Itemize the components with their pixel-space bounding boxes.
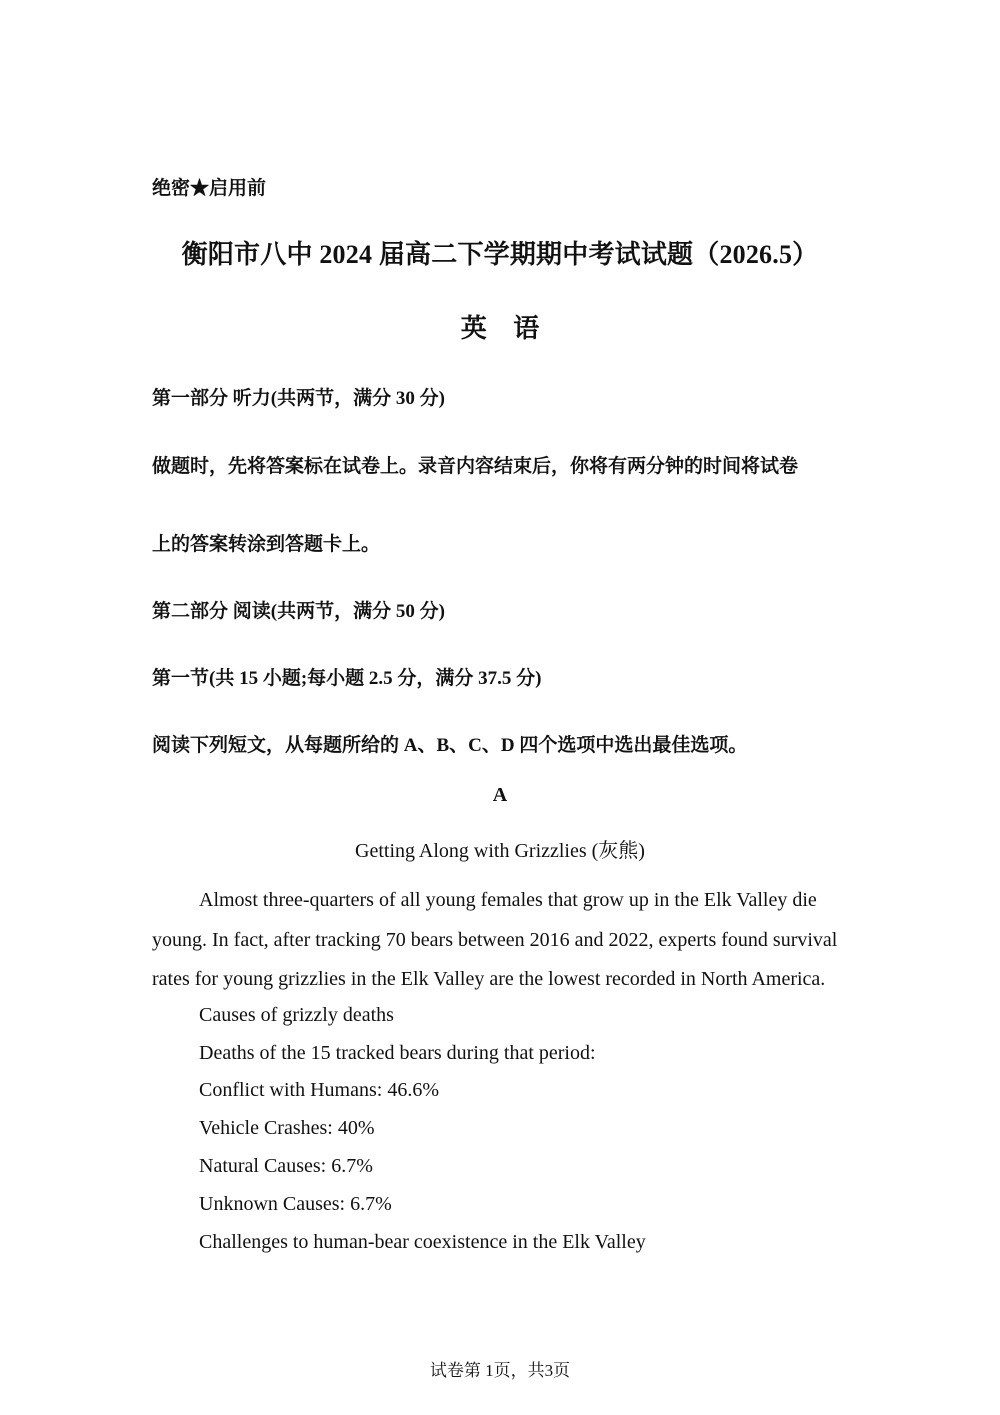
passage-stat-natural: Natural Causes: 6.7% (199, 1155, 373, 1177)
passage-stat-unknown: Unknown Causes: 6.7% (199, 1193, 392, 1215)
part1-heading: 第一部分 听力(共两节，满分 30 分) (152, 388, 445, 409)
passage-paragraph: Almost three-quarters of all young females that grow up in the Elk Valley die young. In fact, after tracking 70 bears between 2016 and 2022, experts found survival rates for young grizzlies in the Elk Valley are the lowest recorded in North America. (152, 889, 838, 990)
passage-title: Getting Along with Grizzlies (灰熊) (355, 840, 645, 862)
passage-stat-vehicle: Vehicle Crashes: 40% (199, 1117, 375, 1139)
part2-heading: 第二部分 阅读(共两节，满分 50 分) (152, 601, 445, 622)
passage-subheading-challenges: Challenges to human-bear coexistence in the Elk Valley (199, 1231, 646, 1253)
confidential-label: 绝密★启用前 (152, 178, 267, 199)
passage-stat-conflict: Conflict with Humans: 46.6% (199, 1079, 439, 1101)
passage-line-deaths-intro: Deaths of the 15 tracked bears during that period: (199, 1042, 596, 1064)
page-footer: 试卷第 1页，共3页 (429, 1361, 571, 1380)
subject-title: 英 语 (460, 314, 550, 343)
listening-note-line1: 做题时，先将答案标在试卷上。录音内容结束后，你将有两分钟的时间将试卷 (152, 456, 799, 477)
exam-title: 衡阳市八中 2024 届高二下学期期中考试试题（2026.5） (181, 240, 819, 269)
passage-subheading-causes: Causes of grizzly deaths (199, 1004, 394, 1026)
reading-instruction: 阅读下列短文，从每题所给的 A、B、C、D 四个选项中选出最佳选项。 (152, 735, 748, 756)
listening-note-line2: 上的答案转涂到答题卡上。 (152, 534, 381, 555)
section1-heading: 第一节(共 15 小题;每小题 2.5 分，满分 37.5 分) (152, 668, 542, 689)
passage-letter: A (492, 784, 508, 806)
